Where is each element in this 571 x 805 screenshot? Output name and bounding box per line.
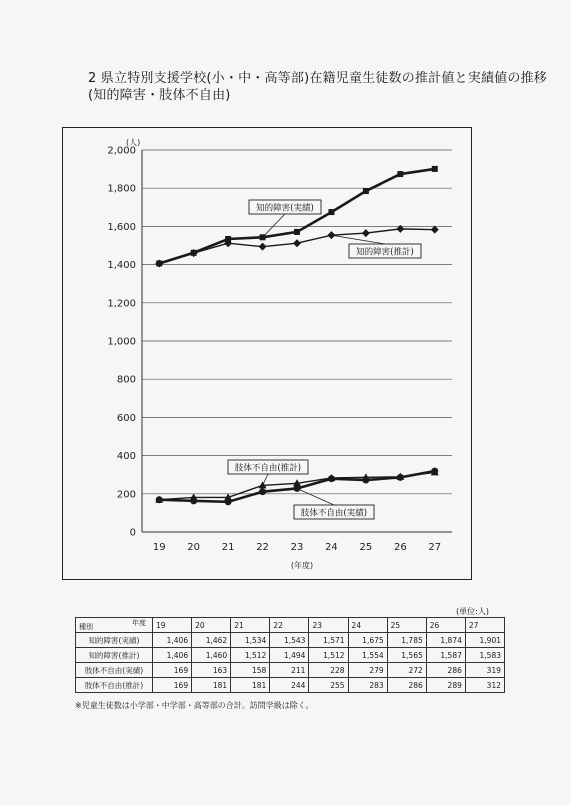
table-cell: 169 — [153, 663, 192, 678]
y-tick-label: 600 — [116, 412, 136, 424]
y-tick-label: 1,600 — [107, 221, 136, 233]
y-tick-label: 200 — [116, 489, 136, 501]
table-cell: 1,874 — [426, 633, 465, 648]
table-cell: 272 — [387, 663, 426, 678]
table-year-header: 19 — [153, 618, 192, 633]
table-cell: 163 — [192, 663, 231, 678]
series-label: 肢体不自由(推計) — [234, 463, 302, 474]
x-tick-label: 21 — [221, 542, 235, 553]
table-cell: 158 — [231, 663, 270, 678]
table-year-header: 23 — [309, 618, 348, 633]
data-point-square — [432, 166, 438, 172]
table-cell: 1,901 — [465, 633, 504, 648]
table-cell: 1,785 — [387, 633, 426, 648]
y-tick-label: 1,800 — [107, 183, 136, 195]
table-row-label: 肢体不自由(実績) — [76, 663, 153, 678]
table-row — [76, 633, 505, 648]
x-tick-label: 23 — [290, 542, 304, 553]
table-cell: 1,462 — [192, 633, 231, 648]
y-tick-label: 1,400 — [107, 260, 136, 272]
y-tick-label: 1,200 — [107, 298, 136, 310]
title-line-1: 2 県立特別支援学校(小・中・高等部)在籍児童生徒数の推計値と実績値の推移 — [88, 71, 547, 86]
y-tick-label: 400 — [116, 451, 136, 463]
series-label: 肢体不自由(実績) — [300, 508, 368, 519]
table-year-header: 26 — [426, 618, 465, 633]
table-cell: 286 — [387, 678, 426, 693]
y-tick-label: 800 — [116, 374, 136, 386]
y-axis-label: (人) — [126, 138, 141, 147]
table-cell: 1,406 — [153, 633, 192, 648]
table-cell: 279 — [348, 663, 387, 678]
table-cell: 255 — [309, 678, 348, 693]
table-row-label: 肢体不自由(推計) — [76, 678, 153, 693]
table-row — [76, 663, 505, 678]
table-year-header: 25 — [387, 618, 426, 633]
series-label: 知的障害(実績) — [256, 203, 314, 214]
table-cell: 319 — [465, 663, 504, 678]
table-cell: 181 — [192, 678, 231, 693]
x-tick-label: 22 — [256, 542, 269, 553]
table-cell: 1,554 — [348, 648, 387, 663]
table-row-label: 知的障害(推計) — [76, 648, 153, 663]
table-cell: 1,587 — [426, 648, 465, 663]
table-cell: 169 — [153, 678, 192, 693]
table-year-header: 22 — [270, 618, 309, 633]
table-cell: 244 — [270, 678, 309, 693]
x-tick-label: 27 — [428, 542, 442, 553]
table-row-label: 知的障害(実績) — [76, 633, 153, 648]
x-tick-label: 25 — [359, 542, 373, 553]
table-row — [76, 678, 505, 693]
table-year-header: 27 — [465, 618, 504, 633]
table-cell: 228 — [309, 663, 348, 678]
table-cell: 1,460 — [192, 648, 231, 663]
table-cell: 283 — [348, 678, 387, 693]
data-point-square — [363, 188, 369, 194]
title-line-2: (知的障害・肢体不自由) — [88, 88, 231, 103]
x-tick-label: 19 — [152, 542, 166, 553]
x-tick-label: 26 — [393, 542, 407, 553]
table-cell: 1,543 — [270, 633, 309, 648]
table-year-header: 21 — [231, 618, 270, 633]
y-tick-label: 0 — [129, 527, 136, 539]
y-tick-label: 1,000 — [107, 336, 136, 348]
x-axis-label: (年度) — [290, 561, 314, 570]
corner-year-label: 年度 — [132, 619, 146, 627]
table-row — [76, 648, 505, 663]
data-point-square — [294, 229, 300, 235]
table-cell: 1,565 — [387, 648, 426, 663]
corner-type-label: 種別 — [79, 623, 93, 631]
data-point-square — [328, 209, 334, 215]
x-tick-label: 20 — [187, 542, 201, 553]
table-cell: 1,583 — [465, 648, 504, 663]
table-unit-note: (単位:人) — [456, 607, 489, 616]
table-cell: 181 — [231, 678, 270, 693]
table-cell: 286 — [426, 663, 465, 678]
table-cell: 1,512 — [309, 648, 348, 663]
table-cell: 1,512 — [231, 648, 270, 663]
table-cell: 1,534 — [231, 633, 270, 648]
table-corner-cell — [76, 618, 153, 633]
line-chart — [62, 127, 472, 580]
x-tick-label: 24 — [325, 542, 338, 553]
table-cell: 1,675 — [348, 633, 387, 648]
footnote: ※児童生徒数は小学部・中学部・高等部の合計。訪問学級は除く。 — [75, 701, 314, 710]
chart-frame — [63, 128, 472, 580]
table-cell: 312 — [465, 678, 504, 693]
table-cell: 211 — [270, 663, 309, 678]
series-label: 知的障害(推計) — [356, 247, 414, 258]
table-cell: 1,406 — [153, 648, 192, 663]
data-point-circle — [259, 488, 266, 495]
table-year-header: 24 — [348, 618, 387, 633]
y-tick-label: 2,000 — [107, 145, 136, 157]
table-cell: 1,571 — [309, 633, 348, 648]
data-table — [75, 617, 505, 693]
table-cell: 289 — [426, 678, 465, 693]
table-cell: 1,494 — [270, 648, 309, 663]
table-header-row — [76, 618, 505, 633]
table-year-header: 20 — [192, 618, 231, 633]
page-title — [88, 70, 547, 104]
data-point-square — [397, 171, 403, 177]
